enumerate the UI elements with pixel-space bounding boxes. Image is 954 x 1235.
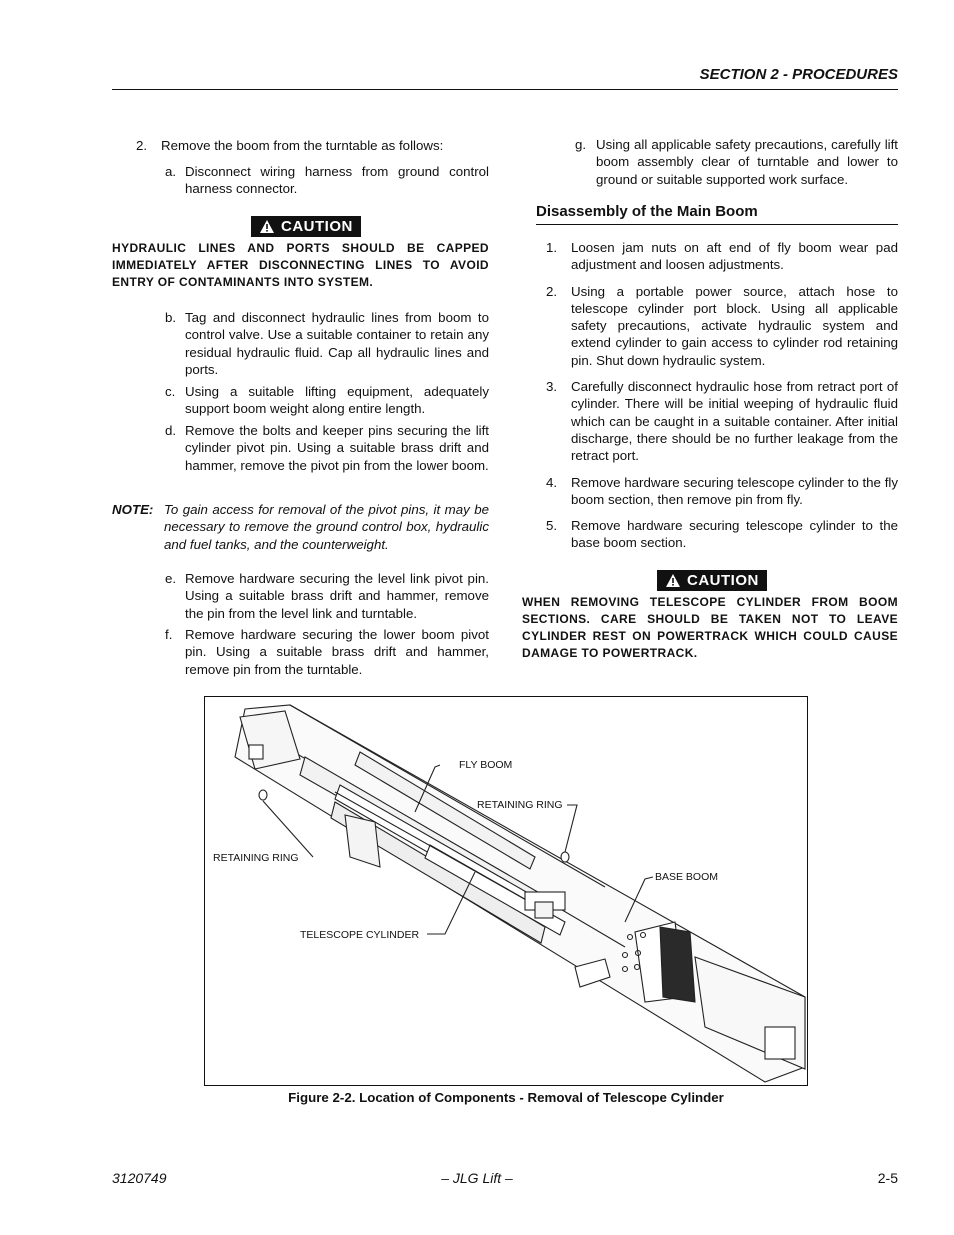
substep-b-label: b. xyxy=(165,310,177,325)
caution-label-1: CAUTION xyxy=(281,218,353,235)
label-retaining-ring-left: RETAINING RING xyxy=(213,852,299,864)
list-item-text: Using a portable power source, attach hose to telescope cylinder port block. Using all applicable safety precautions, activate hydraulic system and extend cylinder to gain access to cylinder rod retaining pin. Shut down hydraulic system. xyxy=(571,283,898,368)
caution-text-1: HYDRAULIC LINES AND PORTS SHOULD BE CAPPED IMMEDIATELY AFTER DISCONNECTING LINES TO AVOID ENTRY OF CONTAMINANTS INTO SYSTEM. xyxy=(112,241,489,289)
warning-icon xyxy=(665,573,681,588)
substep-e xyxy=(112,570,489,622)
main-boom-steps xyxy=(522,239,898,552)
substep-c-label: c. xyxy=(165,384,176,399)
substep-b-text: Tag and disconnect hydraulic lines from boom to control valve. Use a suitable container to retain any residual hydraulic fluid. Cap all hydraulic lines and ports. xyxy=(185,310,489,377)
figure-caption: Figure 2-2. Location of Components - Removal of Telescope Cylinder xyxy=(288,1090,724,1105)
list-item-number: 3. xyxy=(546,379,558,395)
label-telescope-cylinder: TELESCOPE CYLINDER xyxy=(300,929,420,941)
caution-badge-2 xyxy=(657,570,767,593)
list-item-text: Loosen jam nuts on aft end of fly boom wear pad adjustment and loosen adjustments. xyxy=(571,240,898,273)
note-label: NOTE: xyxy=(112,502,154,517)
label-fly-boom: FLY BOOM xyxy=(459,759,513,771)
substep-d-label: d. xyxy=(165,423,177,438)
step-2 xyxy=(112,137,489,154)
section-header: SECTION 2 - PROCEDURES xyxy=(699,66,898,83)
step-2-text: Remove the boom from the turntable as follows: xyxy=(161,138,444,153)
note xyxy=(112,501,489,553)
boom-illustration xyxy=(205,697,807,1085)
substep-c xyxy=(112,383,489,418)
substep-a-text: Disconnect wiring harness from ground control harness connector. xyxy=(185,164,489,197)
caution-label-2: CAUTION xyxy=(687,572,759,589)
warning-icon xyxy=(259,219,275,234)
caution-badge-1 xyxy=(251,216,361,239)
substep-f xyxy=(112,626,489,678)
footer-page-number: 2-5 xyxy=(877,1170,898,1186)
list-item-text: Carefully disconnect hydraulic hose from retract port of cylinder. There will be initial weeping of hydraulic fluid which can be caught in a suitable container. After initial discharge, there should be no further leakage from the retract port. xyxy=(571,379,898,464)
list-item xyxy=(522,517,898,552)
list-item xyxy=(522,474,898,509)
list-item-number: 1. xyxy=(546,240,558,255)
substep-a-label: a. xyxy=(165,164,177,179)
substep-e-label: e. xyxy=(165,571,177,586)
substep-g-label: g. xyxy=(575,137,587,152)
substep-f-text: Remove hardware securing the lower boom pivot pin. Using a suitable brass drift and hammer, remove pin from the turntable. xyxy=(185,627,489,677)
substep-g-text: Using all applicable safety precautions, carefully lift boom assembly clear of turntable and lower to ground or suitable supported work surface. xyxy=(596,137,898,187)
substep-b xyxy=(112,309,489,378)
list-item-text: Remove hardware securing telescope cylinder to the fly boom section, then remove pin from fly. xyxy=(571,474,898,507)
note-text: To gain access for removal of the pivot pins, it may be necessary to remove the ground control box, hydraulic and fuel tanks, and the counterweight. xyxy=(164,502,489,552)
step-2-number: 2. xyxy=(136,138,148,153)
subsection-title: Disassembly of the Main Boom xyxy=(536,203,758,220)
header-rule xyxy=(112,89,898,90)
substep-d-text: Remove the bolts and keeper pins securing the lift cylinder pivot pin. Using a suitable brass drift and hammer, remove the pivot pin from the lower boom. xyxy=(185,423,489,473)
list-item xyxy=(522,283,898,369)
caution-text-2: WHEN REMOVING TELESCOPE CYLINDER FROM BOOM SECTIONS. CARE SHOULD BE TAKEN NOT TO LEAVE CYLINDER REST ON POWERTRACK WHICH COULD CAUSE DAMAGE TO POWERTRACK. xyxy=(522,595,898,660)
list-item xyxy=(522,378,898,464)
substep-c-text: Using a suitable lifting equipment, adequately support boom weight along entire length. xyxy=(185,384,489,417)
substep-f-label: f. xyxy=(165,627,173,642)
list-item-text: Remove hardware securing telescope cylinder to the base boom section. xyxy=(571,518,898,551)
list-item xyxy=(522,239,898,274)
substep-d xyxy=(112,422,489,474)
label-base-boom: BASE BOOM xyxy=(655,871,719,883)
footer-doc-number: 3120749 xyxy=(112,1170,167,1186)
substep-a xyxy=(112,163,489,198)
footer-center: – JLG Lift – xyxy=(441,1170,513,1186)
substep-e-text: Remove hardware securing the level link pivot pin. Using a suitable brass drift and hammer, remove the pin from the level link and turntable. xyxy=(185,571,489,621)
list-item-number: 2. xyxy=(546,283,558,299)
substep-g xyxy=(522,136,898,188)
list-item-number: 4. xyxy=(546,474,558,490)
figure-frame xyxy=(204,696,808,1086)
label-retaining-ring-right: RETAINING RING xyxy=(477,799,563,811)
list-item-number: 5. xyxy=(546,518,558,534)
subsection-rule xyxy=(536,224,898,225)
